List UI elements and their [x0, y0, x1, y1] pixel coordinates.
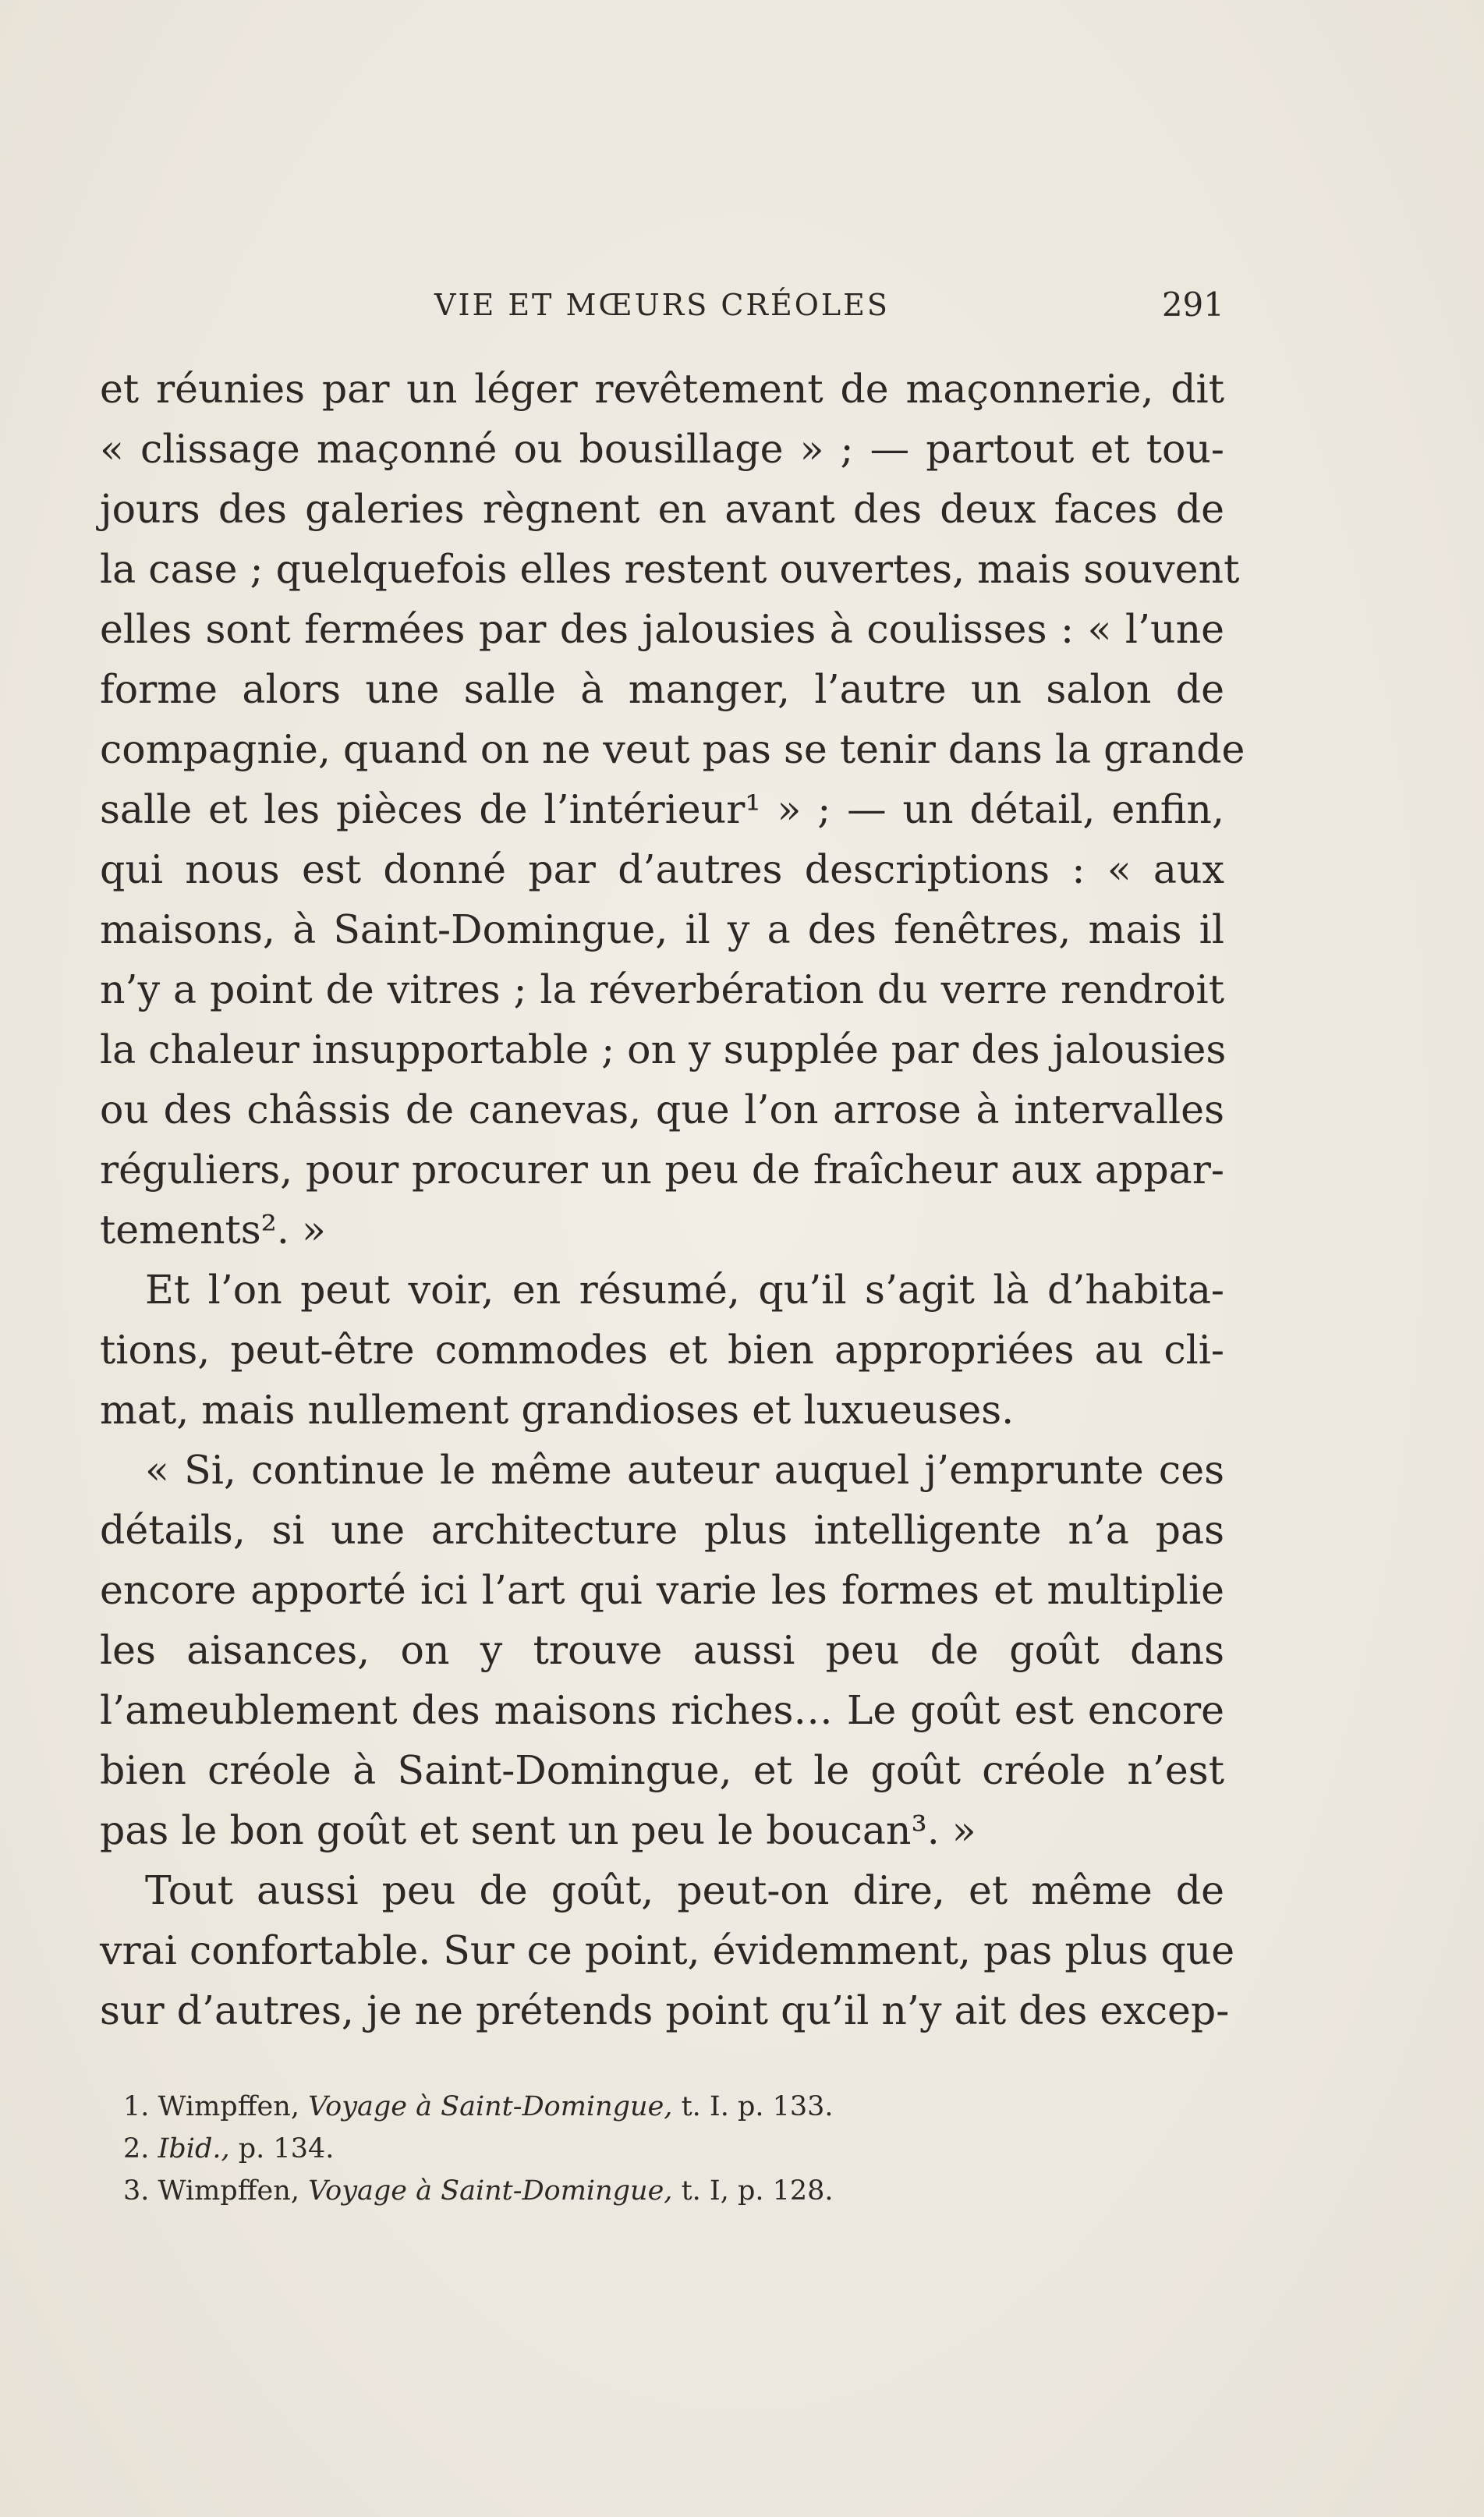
- text-line: qui nous est donné par d’autres descriptions : « aux: [100, 846, 1224, 892]
- running-title: VIE ET MŒURS CRÉOLES: [434, 288, 890, 322]
- footnote-number: 2.: [123, 2133, 150, 2164]
- footnote: [123, 2086, 1137, 2128]
- footnote-author: Wimpffen,: [158, 2091, 299, 2122]
- footnote-reference: t. I, p. 128.: [681, 2175, 834, 2207]
- text-line: « Si, continue le même auteur auquel j’emprunte ces: [145, 1447, 1224, 1493]
- text-line: compagnie, quand on ne veut pas se tenir dans la grande: [100, 726, 1245, 772]
- text-line: tements². »: [100, 1207, 326, 1253]
- text-line: pas le bon goût et sent un peu le boucan³. »: [100, 1807, 976, 1853]
- text-line: tions, peut-être commodes et bien appropriées au cli-: [100, 1327, 1224, 1373]
- text-line: n’y a point de vitres ; la réverbération du verre rendroit: [100, 966, 1224, 1012]
- page-number: 291: [1161, 285, 1224, 324]
- footnote-reference: t. I. p. 133.: [681, 2091, 834, 2122]
- footnote-author: Wimpffen,: [158, 2175, 299, 2207]
- footnotes: [123, 2086, 1137, 2212]
- text-line: l’ameublement des maisons riches… Le goût est encore: [100, 1687, 1224, 1733]
- text-line: ou des châssis de canevas, que l’on arrose à intervalles: [100, 1087, 1224, 1133]
- text-line: « clissage maçonné ou bousillage » ; — partout et tou-: [100, 426, 1224, 472]
- footnote: [123, 2128, 1137, 2170]
- footnote-title: Voyage à Saint-Domingue,: [308, 2091, 673, 2122]
- text-line: mat, mais nullement grandioses et luxueuses.: [100, 1387, 1015, 1433]
- footnote-number: 3.: [123, 2175, 150, 2207]
- footnote-title: Voyage à Saint-Domingue,: [308, 2175, 673, 2207]
- text-line: maisons, à Saint-Domingue, il y a des fenêtres, mais il: [100, 906, 1224, 952]
- footnote: [123, 2170, 1137, 2212]
- footnote-title: Ibid.,: [158, 2133, 230, 2164]
- footnote-reference: p. 134.: [238, 2133, 335, 2164]
- text-line: sur d’autres, je ne prétends point qu’il n’y ait des excep-: [100, 1987, 1230, 2033]
- text-line: la case ; quelquefois elles restent ouvertes, mais souvent: [100, 546, 1240, 592]
- text-line: la chaleur insupportable ; on y supplée par des jalousies: [100, 1026, 1227, 1072]
- text-line: Tout aussi peu de goût, peut-on dire, et même de: [145, 1867, 1224, 1913]
- footnote-number: 1.: [123, 2091, 150, 2122]
- text-line: vrai confortable. Sur ce point, évidemment, pas plus que: [100, 1927, 1235, 1973]
- text-line: et réunies par un léger revêtement de maçonnerie, dit: [100, 366, 1224, 412]
- text-line: jours des galeries règnent en avant des deux faces de: [100, 486, 1224, 532]
- text-line: salle et les pièces de l’intérieur¹ » ; — un détail, enfin,: [100, 786, 1224, 832]
- page-header: [100, 278, 1224, 332]
- body-text: [100, 359, 1245, 2040]
- text-line: détails, si une architecture plus intelligente n’a pas: [100, 1507, 1224, 1553]
- text-line: réguliers, pour procurer un peu de fraîcheur aux appar-: [100, 1147, 1224, 1193]
- text-line: forme alors une salle à manger, l’autre un salon de: [100, 666, 1224, 712]
- text-line: elles sont fermées par des jalousies à coulisses : « l’une: [100, 606, 1224, 652]
- text-line: les aisances, on y trouve aussi peu de goût dans: [100, 1627, 1224, 1673]
- text-line: encore apporté ici l’art qui varie les formes et multiplie: [100, 1567, 1224, 1613]
- text-line: Et l’on peut voir, en résumé, qu’il s’agit là d’habita-: [145, 1267, 1224, 1313]
- text-line: bien créole à Saint-Domingue, et le goût créole n’est: [100, 1747, 1224, 1793]
